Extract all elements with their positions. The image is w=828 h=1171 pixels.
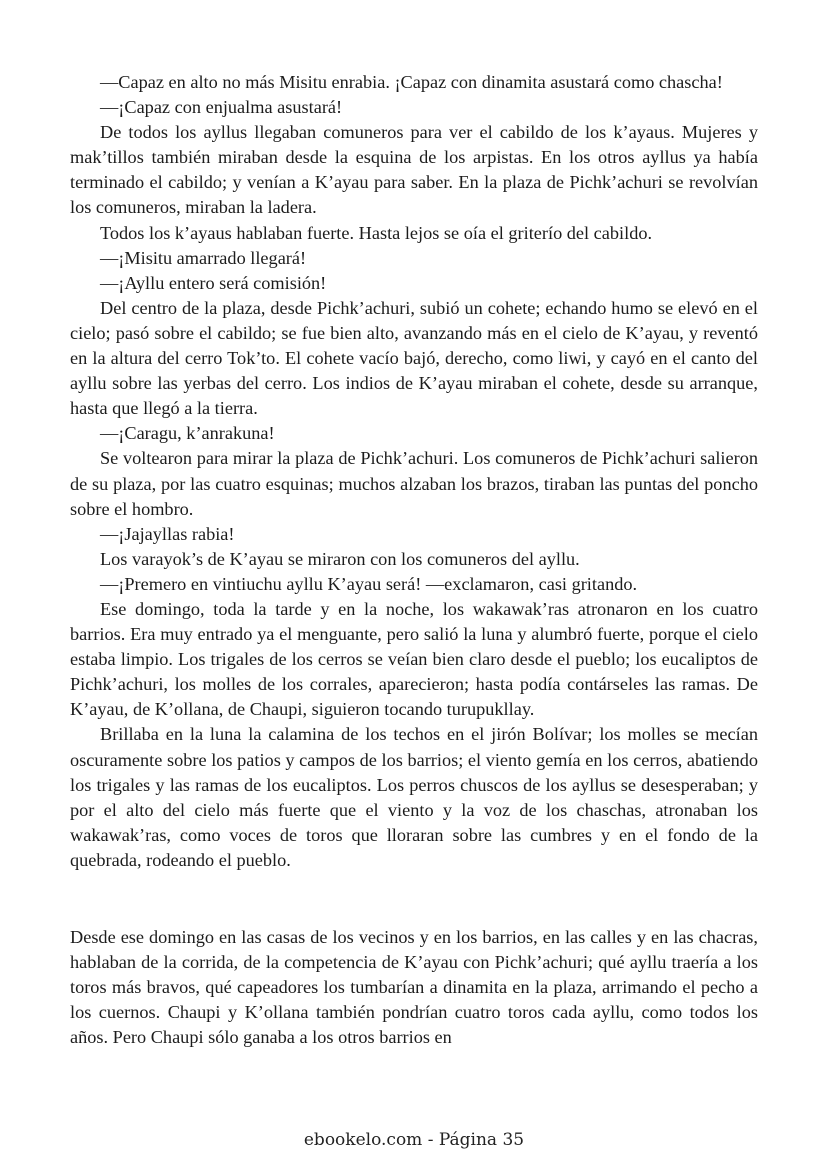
page-footer: ebookelo.com - Página 35 [303,1130,525,1150]
paragraph: —¡Ayllu entero será comisión! [100,272,327,293]
paragraph: Se voltearon para mirar la plaza de Pichk’achuri. Los comuneros de Pichk’achuri salieron de su plaza, por las cuatro esquinas; muchos alzaban los brazos, tiraban las puntas del poncho sobre el hombro. [70,448,758,519]
paragraph: Ese domingo, toda la tarde y en la noche, los wakawak’ras atronaron en los cuatro barrios. Era muy entrado ya el menguante, pero salió la luna y alumbró fuerte, porque el cielo estaba limpio. Los trigales de los cerros se veían bien claro desde el pueblo; los eucaliptos de Pichk’achuri, los molles de los corrales, aparecieron; hasta podía contárseles las ramas. De K’ayau, de K’ollana, de Chaupi, siguieron tocando turupukllay. [70,598,758,720]
paragraph: Desde ese domingo en las casas de los vecinos y en los barrios, en las calles y en las chacras, hablaban de la corrida, de la competencia de K’ayau con Pichk’achuri; qué ayllu traería a los toros más bravos, qué capeadores los tumbarían a dinamita en la plaza, arrimando el pecho a los cuernos. Chaupi y K’ollana también pondrían cuatro toros cada ayllu, como todos los años. Pero Chaupi sólo ganaba a los otros barrios en [70,927,758,1048]
paragraph: —¡Misitu amarrado llegará! [100,247,307,268]
page-body [70,70,758,1050]
paragraph: Brillaba en la luna la calamina de los techos en el jirón Bolívar; los molles se mecían oscuramente sobre los patios y campos de los barrios; el viento gemía en los cerros, abatiendo los trigales y las ramas de los eucaliptos. Los perros chuscos de los ayllus se desesperaban; y por el alto del cielo más fuerte que el viento y la voz de los chaschas, atronaban los wakawak’ras, como voces de toros que lloraran sobre las cumbres y en el fondo de la quebrada, rodeando el pueblo. [70,724,758,870]
paragraph: —¡Jajayllas rabia! [100,523,235,544]
paragraph: —¡Capaz con enjualma asustará! [100,97,343,118]
paragraph: Del centro de la plaza, desde Pichk’achuri, subió un cohete; echando humo se elevó en el cielo; pasó sobre el cabildo; se fue bien alto, avanzando más en el cielo de K’ayau, y reventó en la altura del cerro Tok’to. El cohete vacío bajó, derecho, como liwi, y cayó en el canto del ayllu sobre las yerbas del cerro. Los indios de K’ayau miraban el cohete, desde su arranque, hasta que llegó a la tierra. [70,297,758,419]
paragraph: —¡Caragu, k’anrakuna! [100,423,275,444]
paragraph: Todos los k’ayaus hablaban fuerte. Hasta lejos se oía el griterío del cabildo. [100,222,653,243]
paragraph: De todos los ayllus llegaban comuneros para ver el cabildo de los k’ayaus. Mujeres y mak’tillos también miraban desde la esquina de los arpistas. En los otros ayllus ya había terminado el cabildo; y venían a K’ayau para saber. En la plaza de Pichk’achuri se revolvían los comuneros, miraban la ladera. [70,122,758,218]
paragraph: Los varayok’s de K’ayau se miraron con los comuneros del ayllu. [100,548,580,569]
paragraph: —Capaz en alto no más Misitu enrabia. ¡Capaz con dinamita asustará como chascha! [100,72,723,92]
paragraph: —¡Premero en vintiuchu ayllu K’ayau será! —exclamaron, casi gritando. [100,573,638,594]
section-break [70,873,758,925]
